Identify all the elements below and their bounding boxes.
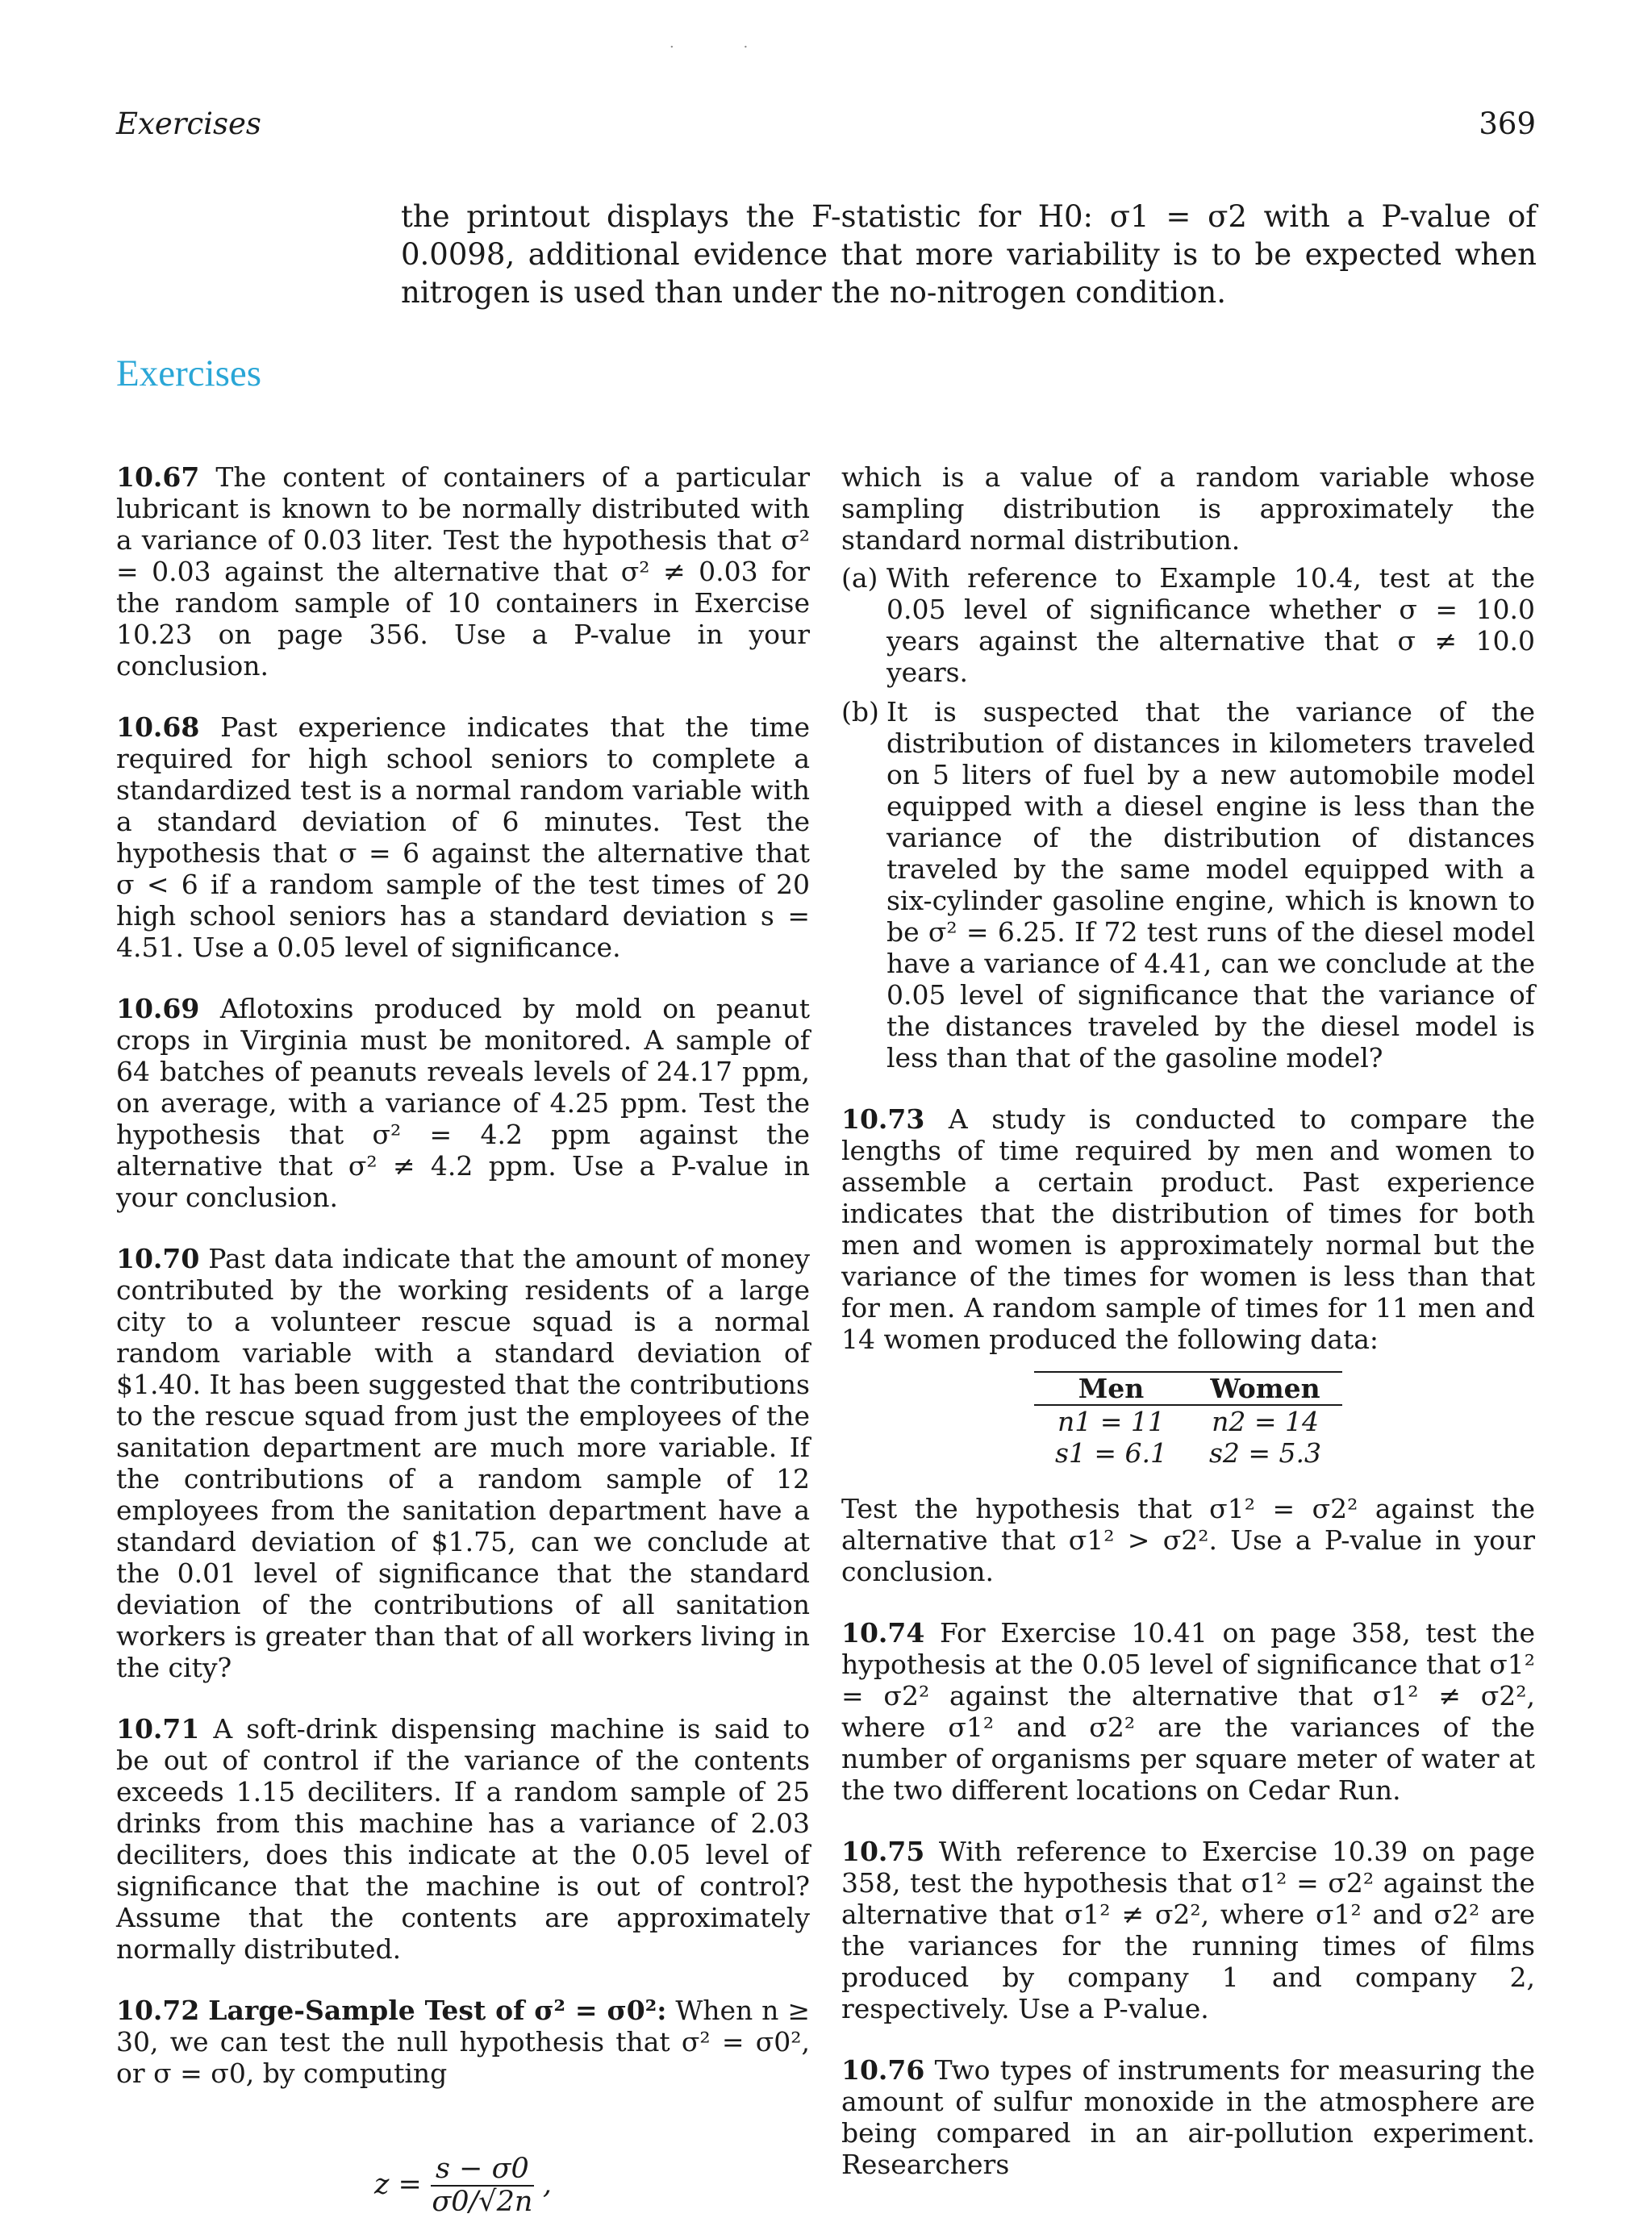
exercise-number: 10.72 bbox=[116, 1995, 200, 2026]
left-column bbox=[116, 461, 810, 2218]
exercise-number: 10.67 bbox=[116, 461, 200, 493]
formula-fraction bbox=[431, 2153, 534, 2218]
exercise-10-67 bbox=[116, 461, 810, 682]
table-cell: n2 = 14 bbox=[1212, 1406, 1319, 1437]
exercise-number: 10.74 bbox=[841, 1617, 925, 1649]
exercise-part-b bbox=[841, 696, 1535, 1074]
exercise-number: 10.71 bbox=[116, 1713, 200, 1745]
z-formula bbox=[116, 2153, 810, 2218]
exercise-text: Two types of instruments for measuring the amount of sulfur monoxide in the atmosphere are being compared in an air-pollution experiment. Researchers bbox=[841, 2054, 1535, 2180]
exercise-10-73-after: Test the hypothesis that σ1² = σ2² against the alternative that σ1² > σ2². Use a P-value in your conclusion. bbox=[841, 1493, 1535, 1587]
formula-tail: , bbox=[542, 2168, 553, 2201]
exercise-number: 10.73 bbox=[841, 1103, 925, 1135]
exercise-number: 10.76 bbox=[841, 2054, 925, 2086]
exercise-text: With reference to Exercise 10.39 on page 358, test the hypothesis that σ1² = σ2² against the alternative that σ1² ≠ σ2², where σ1² and σ2² are the variances for the running times of films produced by company 1 and company 2, respectively. Use a P-value. bbox=[841, 1836, 1535, 2024]
intro-paragraph: the printout displays the F-statistic for H0: σ1 = σ2 with a P-value of 0.0098, additional evidence that more variability is to be expected when nitrogen is used than under the no-nitrogen condition. bbox=[401, 199, 1537, 310]
page-number: 369 bbox=[1479, 106, 1536, 141]
exercise-part-a bbox=[841, 562, 1535, 688]
table-row bbox=[1034, 1405, 1342, 1437]
right-column bbox=[841, 461, 1535, 2210]
formula-denominator: σ0/√2n bbox=[432, 2186, 533, 2218]
exercise-10-71 bbox=[116, 1713, 810, 1965]
exercise-text: For Exercise 10.41 on page 358, test the hypothesis at the 0.05 level of significance that σ1² = σ2² against the alternative that σ1² ≠ σ2², where σ1² and σ2² are the variances of the number of organisms per square meter of water at the two different locations on Cedar Run. bbox=[841, 1617, 1535, 1806]
table-row bbox=[1034, 1437, 1342, 1469]
table-cell: s1 = 6.1 bbox=[1054, 1437, 1167, 1469]
exercise-10-73 bbox=[841, 1103, 1535, 1355]
formula-numerator: s − σ0 bbox=[431, 2153, 534, 2187]
exercise-10-72-continued: which is a value of a random variable whose sampling distribution is approximately the standard normal distribution. bbox=[841, 461, 1535, 556]
exercise-number: 10.75 bbox=[841, 1836, 925, 1867]
exercise-text: A soft-drink dispensing machine is said to be out of control if the variance of the contents exceeds 1.15 deciliters. If a random sample of 25 drinks from this machine has a variance of 2.03 deciliters, does this indicate at the 0.05 level of significance that the machine is out of control? Assume that the contents are approximately normally distributed. bbox=[116, 1713, 810, 1965]
exercise-10-75 bbox=[841, 1836, 1535, 2024]
exercise-text: Past data indicate that the amount of money contributed by the working residents of a large city to a volunteer rescue squad is a normal random variable with a standard deviation of $1.40. It has been suggested that the contributions to the rescue squad from just the employees of the sanitation department are much more variable. If the contributions of a random sample of 12 employees from the sanitation department have a standard deviation of $1.75, can we conclude at the 0.01 level of significance that the standard deviation of the contributions of all sanitation workers is greater than that of all workers living in the city? bbox=[116, 1243, 810, 1683]
part-text: It is suspected that the variance of the distribution of distances in kilometers traveled on 5 liters of fuel by a new automobile model equipped with a diesel engine is less than the variance of the distribution of distances traveled by the same model equipped with a six-cylinder gasoline engine, which is known to be σ² = 6.25. If 72 test runs of the diesel model have a variance of 4.41, can we conclude at the 0.05 level of significance that the variance of the distances traveled by the diesel model is less than that of the gasoline model? bbox=[886, 696, 1535, 1074]
part-label: (b) bbox=[841, 696, 879, 728]
part-label: (a) bbox=[841, 562, 878, 594]
exercise-title: Large-Sample Test of σ² = σ0²: bbox=[208, 1995, 667, 2026]
formula-lhs: z = bbox=[373, 2168, 422, 2201]
exercise-text: Aflotoxins produced by mold on peanut crops in Virginia must be monitored. A sample of 64 batches of peanuts reveals levels of 24.17 ppm, on average, with a variance of 4.25 ppm. Test the hypothesis that σ² = 4.2 ppm against the alternative that σ² ≠ 4.2 ppm. Use a P-value in your conclusion. bbox=[116, 993, 810, 1213]
table-header-row bbox=[1034, 1372, 1342, 1405]
column-header: Women bbox=[1188, 1372, 1342, 1405]
part-text: With reference to Example 10.4, test at the 0.05 level of significance whether σ = 10.0 years against the alternative that σ ≠ 10.0 years. bbox=[886, 562, 1535, 688]
exercise-10-70 bbox=[116, 1243, 810, 1683]
exercise-10-68 bbox=[116, 711, 810, 963]
data-table bbox=[1034, 1371, 1342, 1469]
exercise-text: The content of containers of a particular lubricant is known to be normally distributed with a variance of 0.03 liter. Test the hypothesis that σ² = 0.03 against the alternative that σ² ≠ 0.03 for the random sample of 10 containers in Exercise 10.23 on page 356. Use a P-value in your conclusion. bbox=[116, 461, 810, 682]
exercise-10-72 bbox=[116, 1995, 810, 2089]
scan-marks: · · bbox=[670, 39, 781, 56]
exercise-number: 10.70 bbox=[116, 1243, 200, 1274]
exercise-text: Past experience indicates that the time required for high school seniors to complete a standardized test is a normal random variable with a standard deviation of 6 minutes. Test the hypothesis that σ = 6 against the alternative that σ < 6 if a random sample of the test times of 20 high school seniors has a standard deviation s = 4.51. Use a 0.05 level of significance. bbox=[116, 711, 810, 963]
exercise-10-74 bbox=[841, 1617, 1535, 1806]
exercise-number: 10.68 bbox=[116, 711, 200, 743]
table-cell: n1 = 11 bbox=[1058, 1406, 1165, 1437]
exercise-10-69 bbox=[116, 993, 810, 1213]
column-header: Men bbox=[1034, 1372, 1188, 1405]
running-header: Exercises bbox=[116, 106, 261, 141]
exercise-text: A study is conducted to compare the lengths of time required by men and women to assemble a certain product. Past experience indicates that the distribution of times for both men and women is approximately normal but the variance of the times for women is less than that for men. A random sample of times for 11 men and 14 women produced the following data: bbox=[841, 1103, 1535, 1355]
section-title: Exercises bbox=[116, 352, 262, 394]
exercise-number: 10.69 bbox=[116, 993, 200, 1024]
exercise-text: When n ≥ 30, we can test the null hypothesis that σ² = σ0², or σ = σ0, by computing bbox=[116, 1995, 810, 2089]
exercise-10-76 bbox=[841, 2054, 1535, 2180]
table-cell: s2 = 5.3 bbox=[1209, 1437, 1322, 1469]
